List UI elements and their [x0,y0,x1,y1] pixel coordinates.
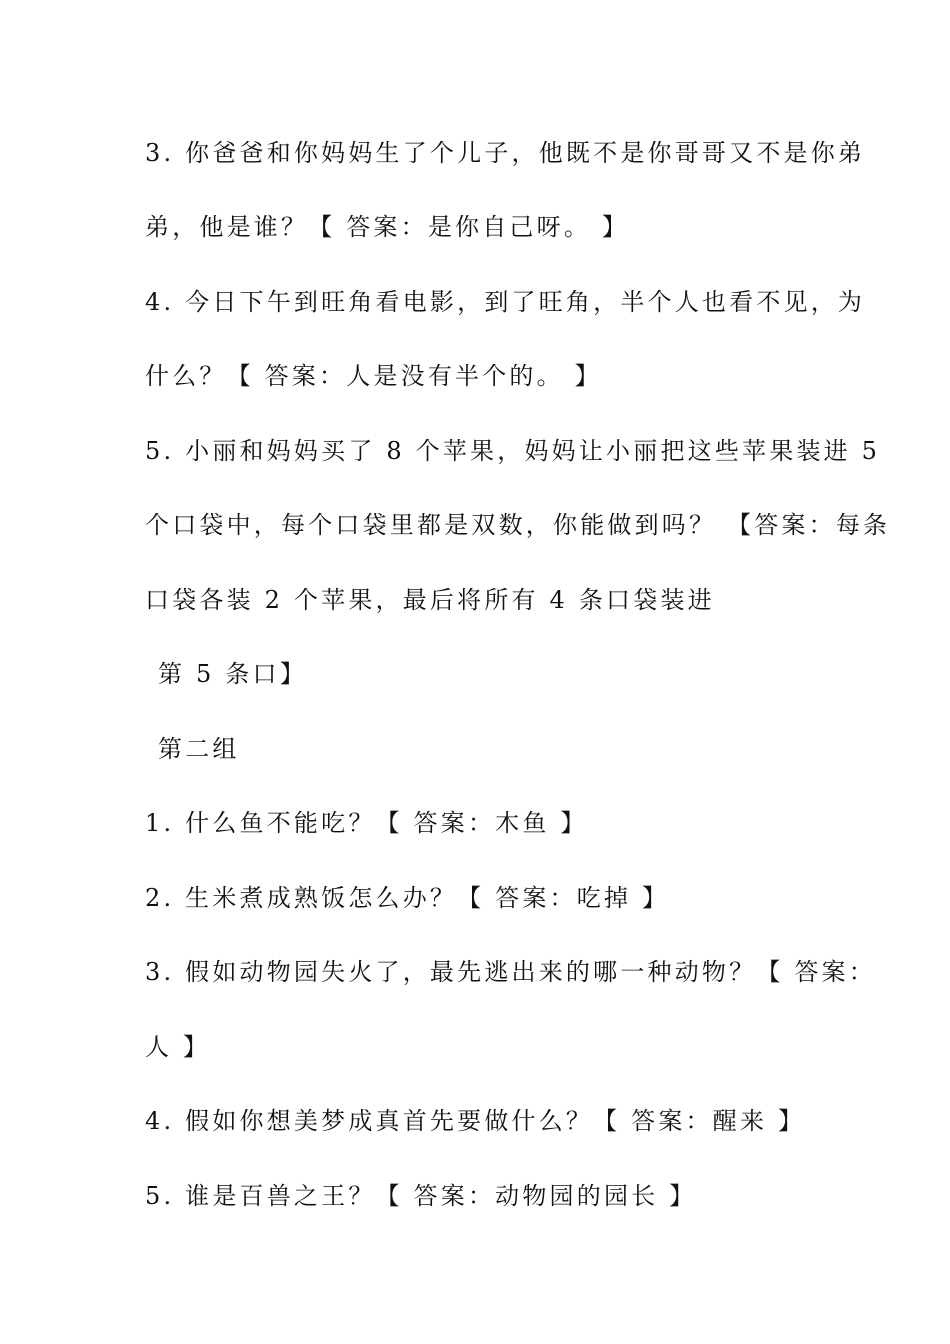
text-line-q5-part1: 5. 小丽和妈妈买了 8 个苹果，妈妈让小丽把这些苹果装进 5 [145,437,881,465]
text-line-q5-part2: 个口袋中，每个口袋里都是双数，你能做到吗？ 【答案：每条 [145,511,891,539]
section-heading-group-two: 第二组 [158,735,240,763]
text-line-q4-part2: 什么？【 答案：人是没有半个的。 】 [145,362,602,390]
text-line-q5-part4: 第 5 条口】 [158,660,307,688]
text-line-g2-q4: 4. 假如你想美梦成真首先要做什么？【 答案：醒来 】 [145,1107,806,1135]
text-line-q5-part3: 口袋各装 2 个苹果，最后将所有 4 条口袋装进 [145,586,715,614]
text-line-g2-q5: 5. 谁是百兽之王？【 答案：动物园的园长 】 [145,1182,697,1210]
text-line-q3-part2: 弟，他是谁？【 答案：是你自己呀。 】 [145,213,630,241]
text-line-g2-q3-part1: 3. 假如动物园失火了，最先逃出来的哪一种动物？【 答案： [145,958,876,986]
text-line-g2-q3-part2: 人 】 [145,1033,211,1061]
text-line-q4-part1: 4. 今日下午到旺角看电影，到了旺角，半个人也看不见，为 [145,288,866,316]
text-line-g2-q1: 1. 什么鱼不能吃？【 答案：木鱼 】 [145,809,588,837]
text-line-g2-q2: 2. 生米煮成熟饭怎么办？【 答案：吃掉 】 [145,884,670,912]
text-line-q3-part1: 3. 你爸爸和你妈妈生了个儿子，他既不是你哥哥又不是你弟 [145,139,866,167]
